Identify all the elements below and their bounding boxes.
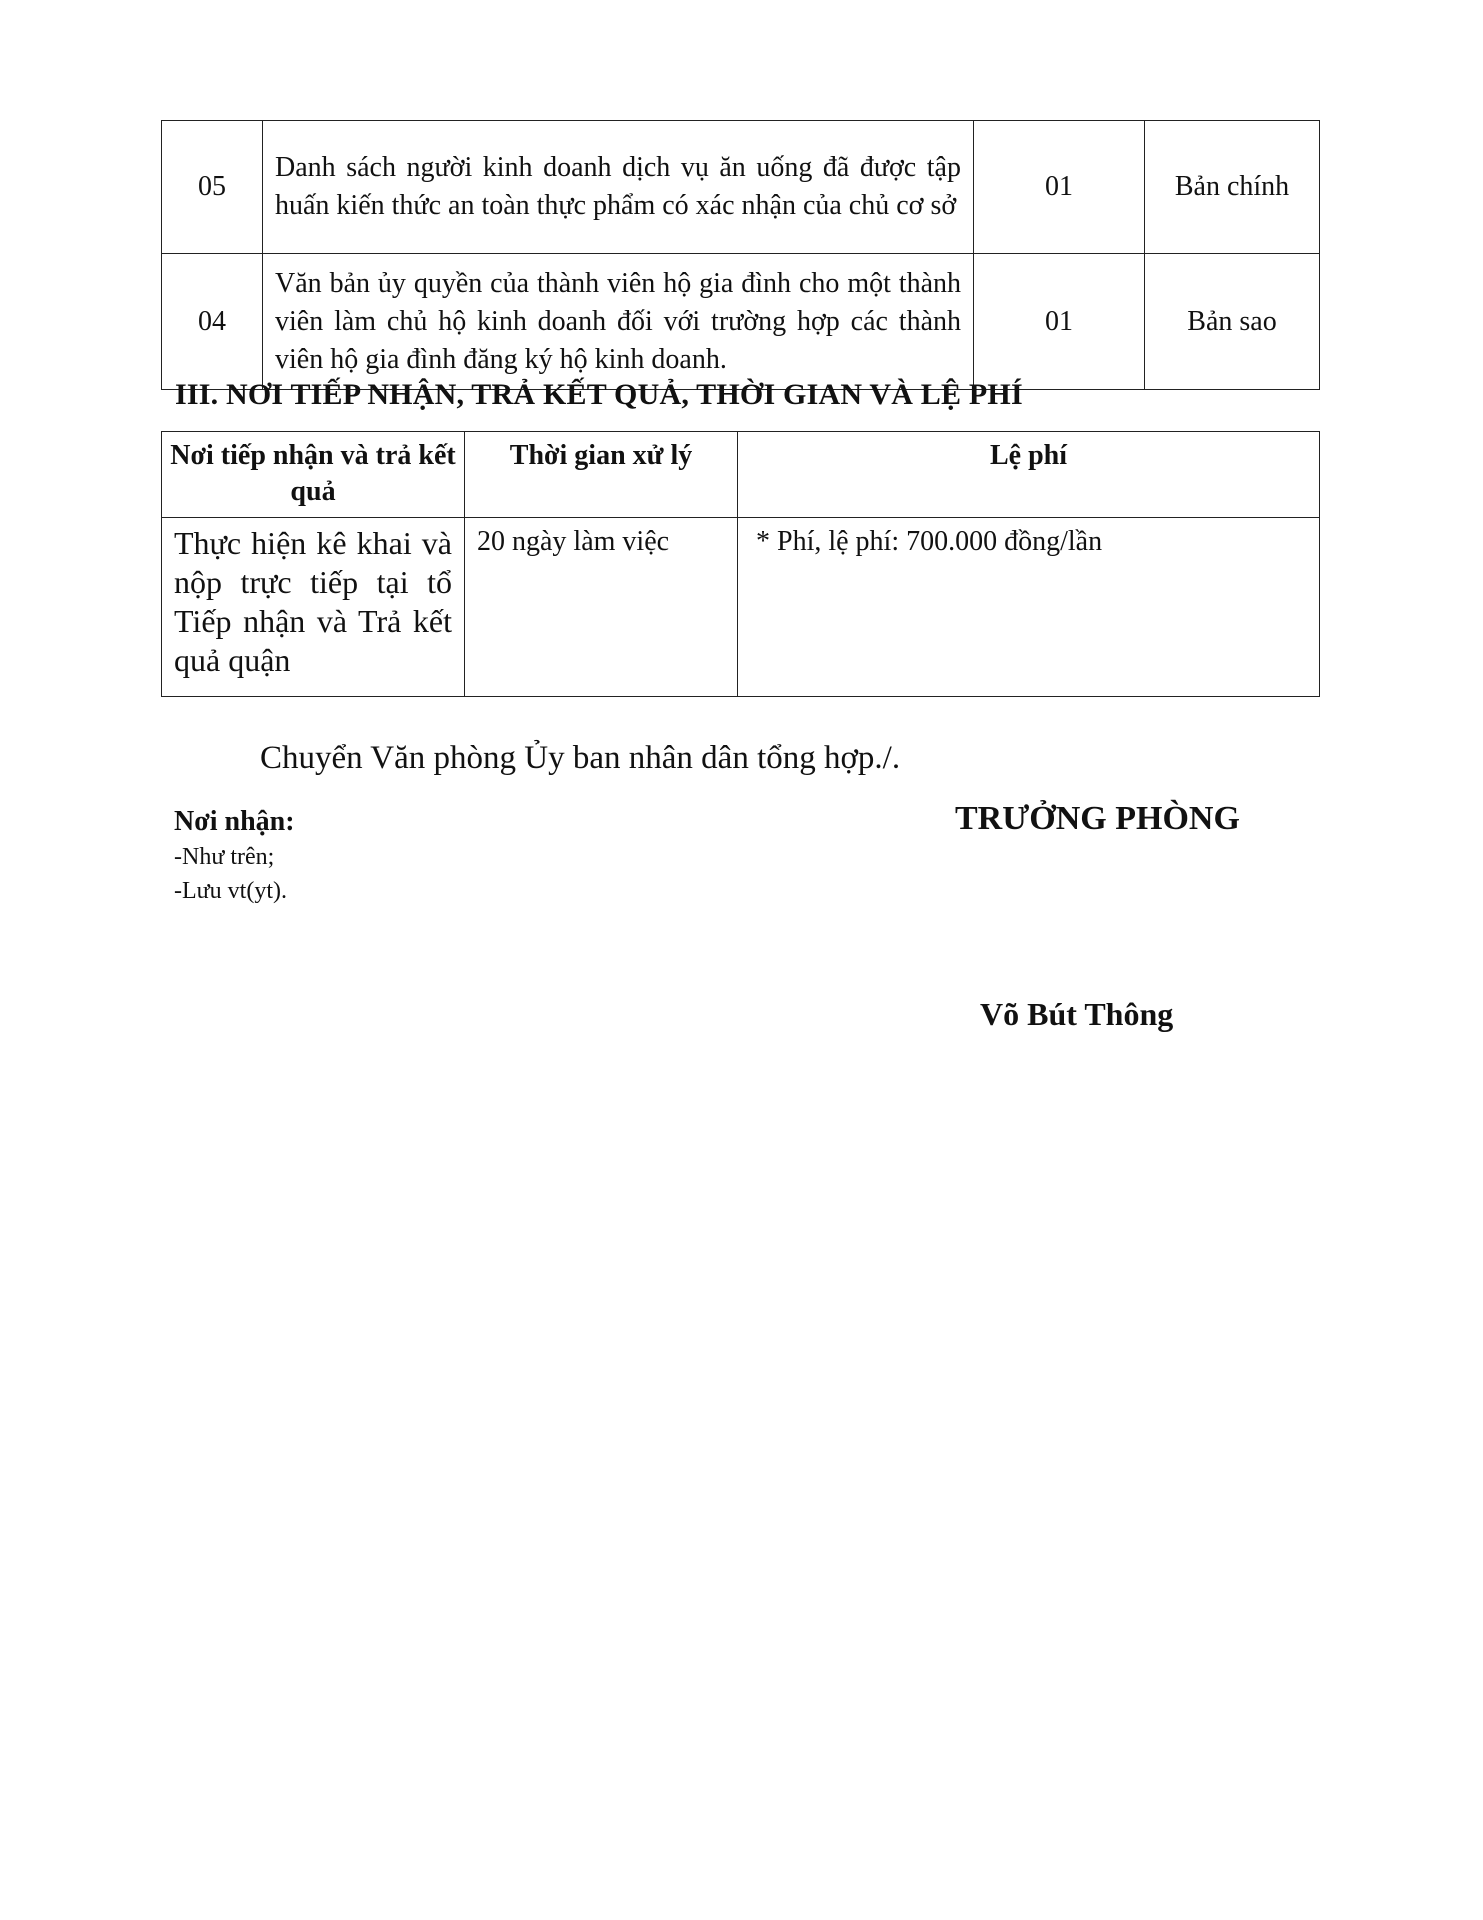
table-row [162, 518, 1320, 697]
signer-title: TRƯỞNG PHÒNG [955, 800, 1240, 837]
column-header-fee: Lệ phí [738, 432, 1320, 518]
processing-info-table [161, 431, 1320, 697]
document-name: Danh sách người kinh doanh dịch vụ ăn uống đã được tập huấn kiến thức an toàn thực phẩm có xác nhận của chủ cơ sở [263, 121, 974, 254]
row-number: 04 [162, 254, 263, 390]
recipient-item: -Lưu vt(yt). [174, 878, 287, 904]
closing-line: Chuyển Văn phòng Ủy ban nhân dân tổng hợp./. [260, 740, 901, 776]
column-header-time: Thời gian xử lý [465, 432, 738, 518]
document-name: Văn bản ủy quyền của thành viên hộ gia đình cho một thành viên làm chủ hộ kinh doanh đối với trường hợp các thành viên hộ gia đình đăng ký hộ kinh doanh. [263, 254, 974, 390]
document-type: Bản chính [1145, 121, 1320, 254]
documents-table [161, 120, 1320, 390]
time-cell: 20 ngày làm việc [465, 518, 738, 697]
section-heading: III. NƠI TIẾP NHẬN, TRẢ KẾT QUẢ, THỜI GIAN VÀ LỆ PHÍ [175, 378, 1023, 411]
table-row [162, 254, 1320, 390]
row-number: 05 [162, 121, 263, 254]
recipient-item: -Như trên; [174, 844, 275, 870]
recipients-title: Nơi nhận: [174, 806, 295, 837]
table-row [162, 121, 1320, 254]
signer-name: Võ Bút Thông [980, 996, 1174, 1032]
fee-cell: * Phí, lệ phí: 700.000 đồng/lần [738, 518, 1320, 697]
table-header-row [162, 432, 1320, 518]
document-quantity: 01 [974, 121, 1145, 254]
document-type: Bản sao [1145, 254, 1320, 390]
document-quantity: 01 [974, 254, 1145, 390]
column-header-place: Nơi tiếp nhận và trả kết quả [162, 432, 465, 518]
place-cell: Thực hiện kê khai và nộp trực tiếp tại tổ Tiếp nhận và Trả kết quả quận [162, 518, 465, 697]
